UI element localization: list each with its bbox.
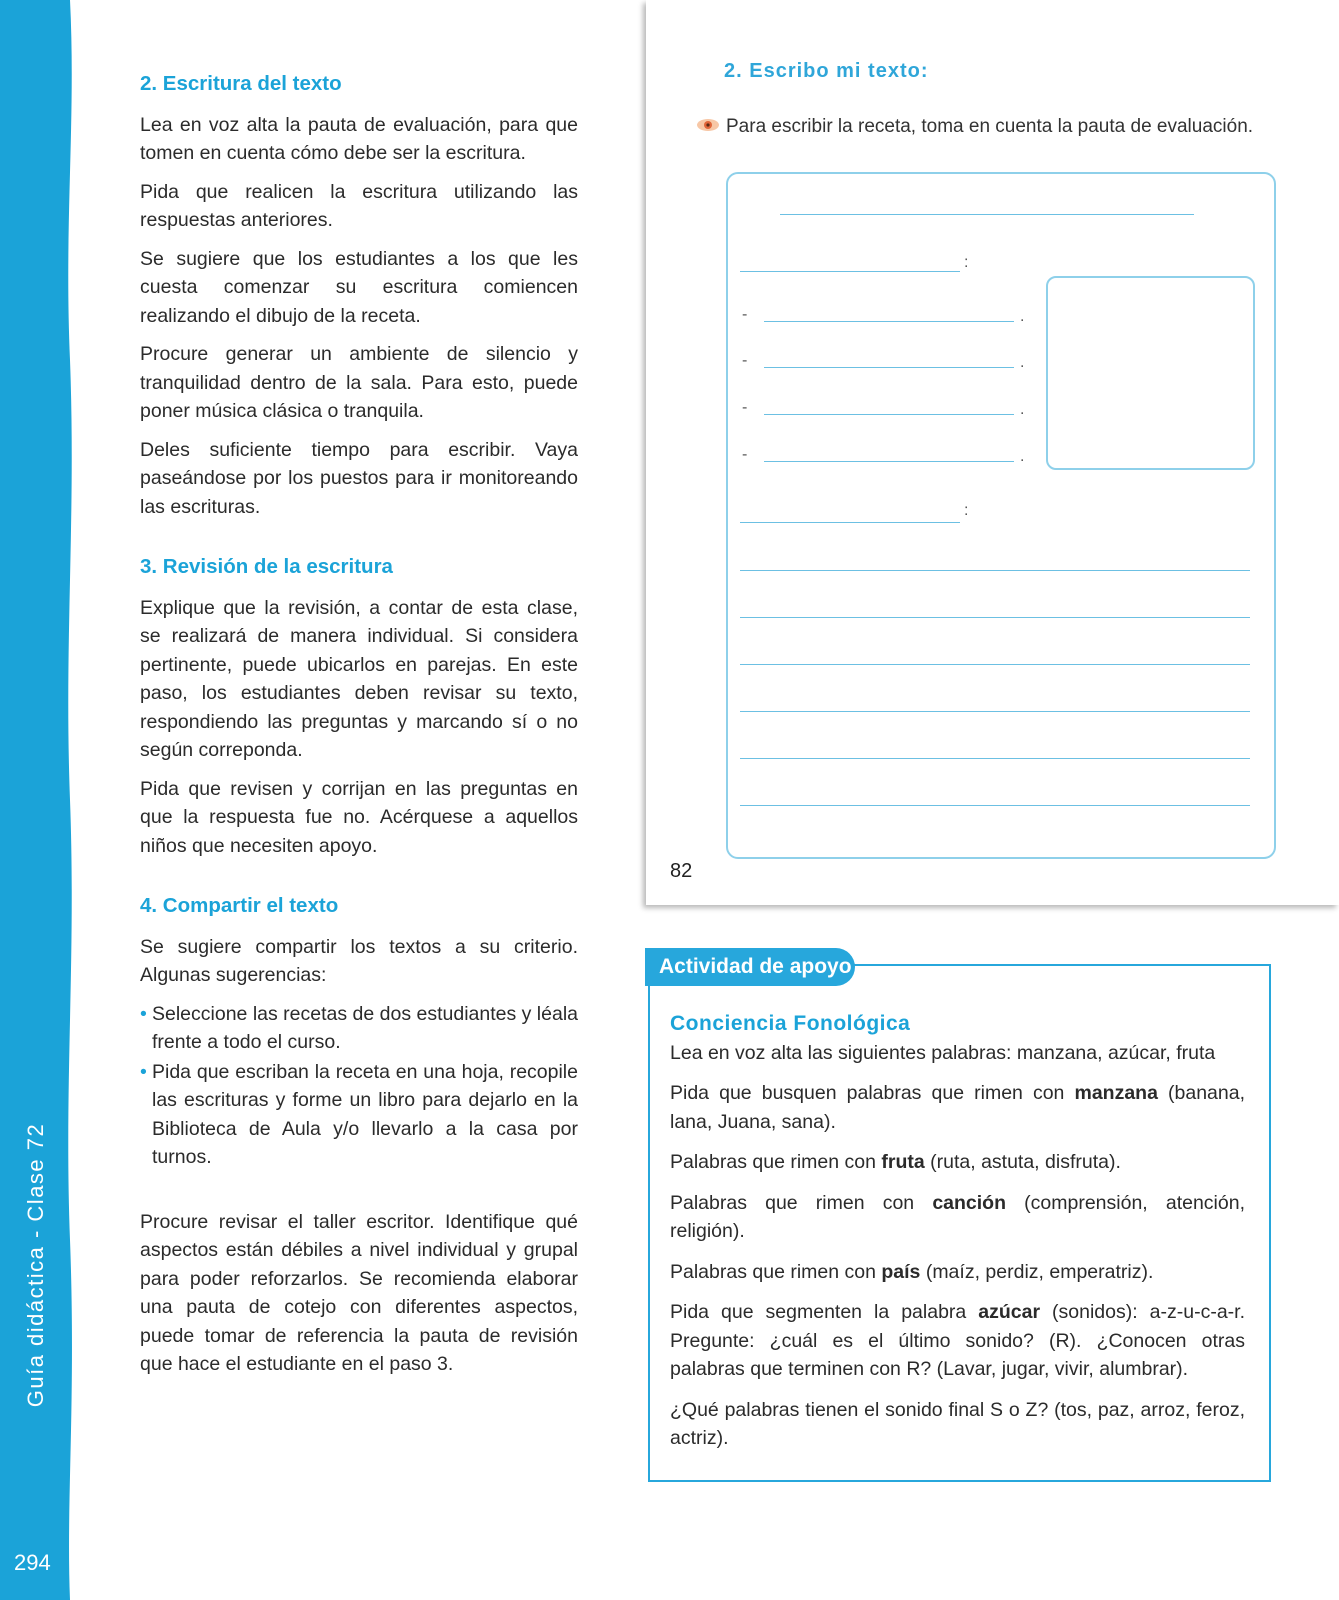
- ingredient-line[interactable]: [764, 414, 1014, 415]
- workbook-title: 2. Escribo mi texto:: [724, 60, 929, 82]
- support-paragraph: Lea en voz alta las siguientes palabras: manzana, azúcar, fruta: [670, 1041, 1216, 1064]
- period-mark: .: [1020, 308, 1025, 325]
- sidebar-band: [0, 0, 72, 1600]
- ingredient-line[interactable]: [764, 321, 1014, 322]
- sidebar-label: Guía didáctica - Clase 72: [23, 1122, 48, 1408]
- list-item: • Pida que escriban la receta en una hoja, recopile las escrituras y forme un libro para dejarlo en la Biblioteca de Aula y/o llevarlo a la casa por turnos.: [140, 1058, 578, 1172]
- support-paragraph: ¿Qué palabras tienen el sonido final S o Z? (tos, paz, arroz, feroz, actriz).: [670, 1398, 1245, 1449]
- writing-line[interactable]: [740, 758, 1250, 759]
- drawing-box[interactable]: [1046, 276, 1255, 470]
- support-heading: Conciencia Fonológica: [670, 1012, 911, 1035]
- period-mark: .: [1020, 354, 1025, 371]
- section-2-paragraph: Procure generar un ambiente de silencio y tranquilidad dentro de la sala. Para esto, puede poner música clásica o tranquila.: [140, 343, 578, 422]
- section-3-heading: 3. Revisión de la escritura: [140, 555, 393, 578]
- ingredients-label-line[interactable]: [740, 271, 960, 272]
- support-paragraph: Palabras que rimen con canción (comprensión, atención, religión).: [670, 1191, 1245, 1242]
- dash-mark: -: [742, 446, 748, 463]
- ingredient-line[interactable]: [764, 367, 1014, 368]
- support-activity-content: [670, 1010, 1245, 1465]
- dash-mark: -: [742, 352, 748, 369]
- support-activity-tab: Actividad de apoyo: [645, 948, 855, 986]
- support-paragraph: Pida que segmenten la palabra azúcar (sonidos): a-z-u-c-a-r. Pregunte: ¿cuál es el último sonido? (R). ¿Conocen otras palabras que terminen con R? (Lavar, jugar, vivir, alumbrar).: [670, 1301, 1245, 1380]
- section-2-paragraph: Pida que realicen la escritura utilizando las respuestas anteriores.: [140, 180, 578, 231]
- dash-mark: -: [742, 306, 748, 323]
- period-mark: .: [1020, 448, 1025, 465]
- section-4-heading: 4. Compartir el texto: [140, 894, 339, 917]
- workbook-page-number: 82: [670, 860, 693, 882]
- preparation-label-line[interactable]: [740, 522, 960, 523]
- writing-line[interactable]: [740, 617, 1250, 618]
- teacher-guide-column: [140, 70, 578, 1389]
- support-paragraph: Palabras que rimen con país (maíz, perdiz, emperatriz).: [670, 1260, 1154, 1283]
- section-2-heading: 2. Escritura del texto: [140, 72, 342, 95]
- writing-line[interactable]: [740, 711, 1250, 712]
- dash-mark: -: [742, 399, 748, 416]
- section-2-paragraph: Deles suficiente tiempo para escribir. Vaya paseándose por los puestos para ir monitoreando las escrituras.: [140, 438, 578, 518]
- suggestion-list: [140, 1000, 578, 1172]
- section-2-paragraph: Se sugiere que los estudiantes a los que les cuesta comenzar su escritura comiencen realizando el dibujo de la receta.: [140, 247, 578, 327]
- page-number: 294: [14, 1550, 51, 1575]
- writing-line[interactable]: [740, 664, 1250, 665]
- support-paragraph: Palabras que rimen con fruta (ruta, astuta, disfruta).: [670, 1151, 1121, 1173]
- writing-line[interactable]: [740, 570, 1250, 571]
- colon-mark: :: [964, 254, 969, 271]
- writing-frame: [726, 172, 1276, 859]
- section-2-paragraph: Lea en voz alta la pauta de evaluación, para que tomen en cuenta cómo debe ser la escritura.: [140, 113, 578, 164]
- section-4-paragraph: Se sugiere compartir los textos a su criterio. Algunas sugerencias:: [140, 935, 578, 986]
- ingredient-line[interactable]: [764, 461, 1014, 462]
- instruction-text: Para escribir la receta, toma en cuenta la pauta de evaluación.: [726, 116, 1254, 138]
- writing-line[interactable]: [740, 805, 1250, 806]
- period-mark: .: [1020, 401, 1025, 418]
- support-paragraph: Pida que busquen palabras que rimen con manzana (banana, lana, Juana, sana).: [670, 1082, 1245, 1133]
- workbook-page: [646, 0, 1339, 905]
- section-3-paragraph: Explique que la revisión, a contar de esta clase, se realizará de manera individual. Si considera pertinente, puede ubicarlos en parejas. En este paso, los estudiantes deben revisar su texto, respondiendo las preguntas y marcando sí o no según correponda.: [140, 596, 578, 761]
- eye-icon: [696, 116, 720, 138]
- colon-mark: :: [964, 502, 969, 519]
- section-4-paragraph: Procure revisar el taller escritor. Identifique qué aspectos están débiles a nivel individual y grupal para poder reforzarlos. Se recomienda elaborar una pauta de cotejo con diferentes aspectos, puede tomar de referencia la pauta de revisión que hace el estudiante en el paso 3.: [140, 1210, 578, 1375]
- title-line[interactable]: [780, 214, 1194, 215]
- workbook-instruction: [696, 116, 1253, 138]
- list-item: • Seleccione las recetas de dos estudiantes y léala frente a todo el curso.: [140, 1000, 578, 1057]
- section-3-paragraph: Pida que revisen y corrijan en las preguntas en que la respuesta fue no. Acérquese a aquellos niños que necesiten apoyo.: [140, 777, 578, 857]
